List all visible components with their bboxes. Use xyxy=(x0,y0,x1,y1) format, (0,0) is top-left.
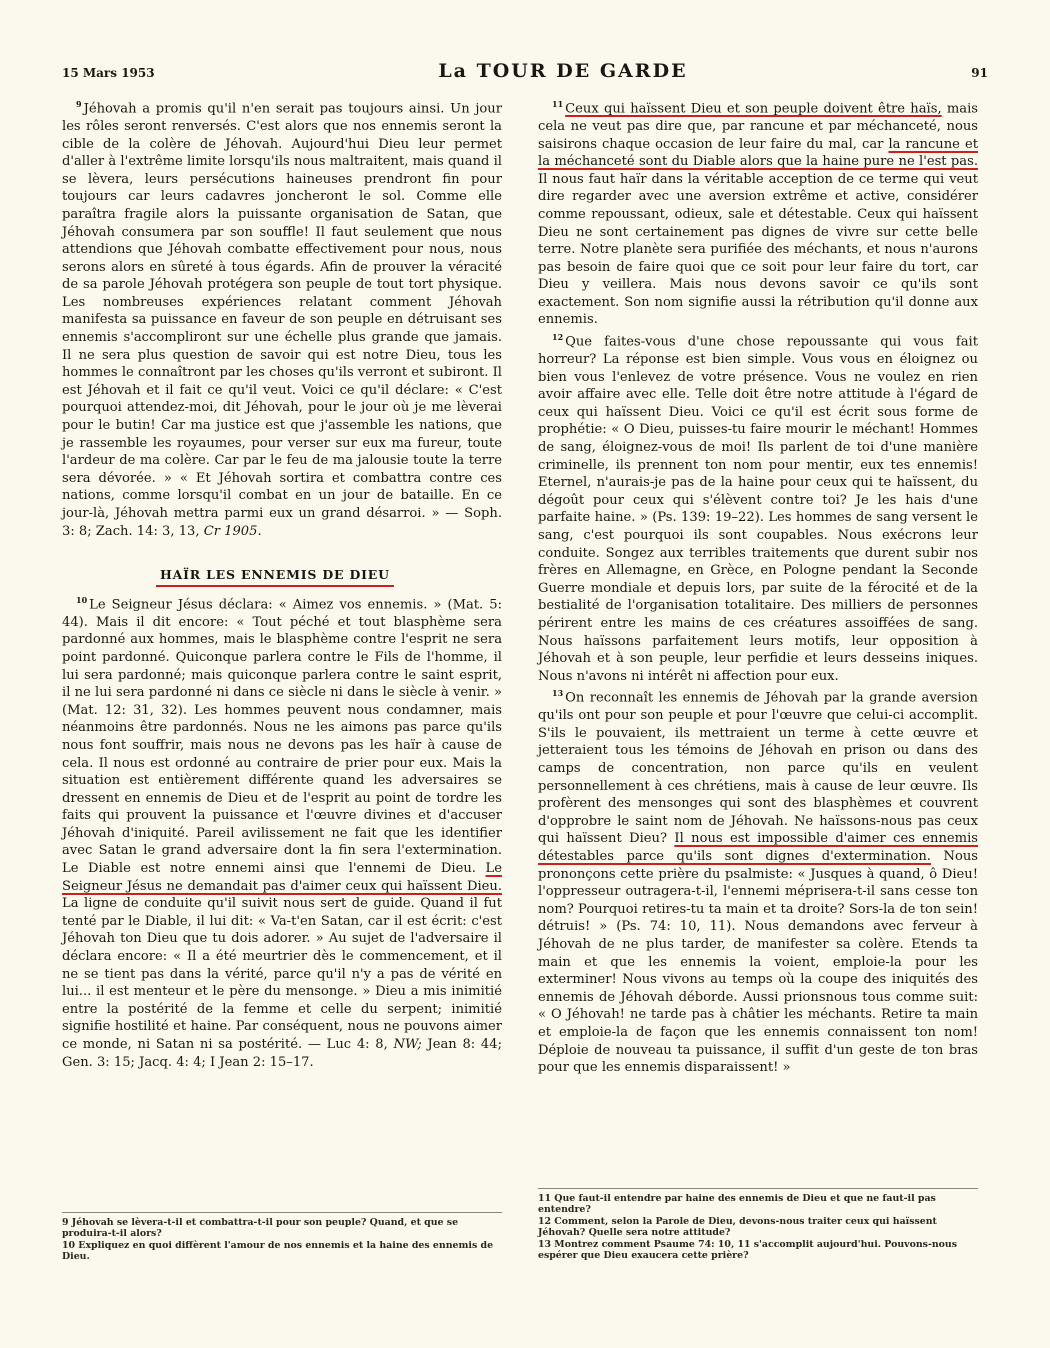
highlighted-sentence: Il nous est impossible d'aimer ces ennemis détestables parce qu'ils sont dignes d'extermination. xyxy=(538,831,978,865)
study-question: 11 Que faut-il entendre par haine des ennemis de Dieu et que ne faut-il pas entendre? xyxy=(538,1193,936,1215)
study-question: 10 Expliquez en quoi diffèrent l'amour de nos ennemis et la haine des ennemis de Dieu. xyxy=(62,1240,494,1262)
paragraph-number: 13 xyxy=(552,688,564,699)
paragraph-10: $^{10}$ Le Seigneur Jésus déclara: « Aimez vos ennemis. » (Mat. 5: 44). Mais il dit encore: « Tout péché et tout blasphème sera pardonné aux hommes, mais le blasphème contre l'esprit ne sera point pardonné. Quiconque parlera contre le Fils de l'homme, il lui sera pardonné; mais quiconque parlera contre le saint esprit, il ne lui sera pardonné ni dans ce siècle ni dans le siècle à venir. » (Mat. 12: 31, 32). Les hommes peuvent nous condamner, mais néanmoins être pardonnés. Nous ne les aimons pas parce qu'ils nous font souffrir, mais nous ne devons pas les haïr à cause de cela. Il nous est ordonné au contraire de prier pour eux. Mais la situation est entièrement différente quand les adversaires se dressent en ennemis de Dieu et de l'esprit au point de tordre les faits qui prouvent la puissance et l'œuvre divines et d'accuser Jéhovah d'iniquité. Pareil avilissement ne fait que les identifier avec Satan le grand adversaire dont la fin sera l'extermination. Le Diable est notre ennemi ainsi que l'ennemi de Dieu. Le Seigneur Jésus ne demandait pas d'aimer ceux qui haïssent Dieu. La ligne de conduite qu'il suivit nous sert de guide. Quand il fut tenté par le Diable, il lui dit: « Va-t'en Satan, car il est écrit: c'est Jéhovah ton Dieu que tu dois adorer. » Au sujet de l'adversaire il déclara encore: « Il a été meurtrier dès le commencement, et il ne se tient pas dans la vérité, parce qu'il n'y a pas de vérité en lui... il est menteur et le père du mensonge. » Dieu a mis inimitié entre la postérité de la femme et celle du serpent; inimitié signifie hostilité et haine. Par conséquent, nous ne pouvons aimer ce monde, ni Satan ni sa postérité. — Luc 4: 8, NW; Jean 8: 44; Gen. 3: 15; Jacq. 4: 4; I Jean 2: 15–17. xyxy=(62,594,502,1070)
study-question: 9 Jéhovah se lèvera-t-il et combattra-t-il pour son peuple? Quand, et que se produira-t-il alors? xyxy=(62,1217,459,1239)
highlighted-sentence: la rancune et la méchanceté sont du Diable alors que la haine pure ne l'est pas. xyxy=(538,136,978,170)
page-header xyxy=(62,60,988,90)
paragraph-number: 11 xyxy=(552,99,564,109)
paragraph-13: $^{13}$ On reconnaît les ennemis de Jéhovah par la grande aversion qu'ils ont pour son peuple et pour l'œuvre que celui-ci accomplit. S'ils le pouvaient, ils mettraient un terme à cette œuvre et jetteraient tous les témoins de Jéhovah en prison ou dans des camps de concentration, non parce qu'ils en veulent personnellement à ces chrétiens, mais à cause de leur œuvre. Ils profèrent des mensonges qui sont des blasphèmes et couvrent d'opprobre le saint nom de Jéhovah. Ne haïssons-nous pas ceux qui haïssent Dieu? Il nous est impossible d'aimer ces ennemis détestables parce qu'ils sont dignes d'extermination. Nous prononçons cette prière du psalmiste: « Jusques à quand, ô Dieu! l'oppresseur outragera-t-il, l'ennemi méprisera-t-il sans cesse ton nom? Pourquoi retires-tu ta main et ta droite? Sors-la de ton sein! détruis! » (Ps. 74: 10, 11). Nous demandons avec ferveur à Jéhovah de ne plus tarder, de manifester sa colère. Etends ta main et que les ennemis la voient, emploie-la pour les exterminer! Nous vivons au temps où la coupe des iniquités des ennemis de Jéhovah déborde. Aussi prionsnous tous comme suit: « O Jéhovah! ne tarde pas à châtier les méchants. Retire ta main et emploie-la de façon que les ennemis connaissent ton nom! Déploie de nouveau ta puissance, il suffit d'un geste de ton bras pour que les ennemis disparaissent! » xyxy=(538,688,978,1076)
right-column xyxy=(538,96,978,1077)
page-number: 91 xyxy=(971,66,988,80)
paragraph-11: $^{11}$ Ceux qui haïssent Dieu et son peuple doivent être haïs, mais cela ne veut pas dire que, par rancune et par méchanceté, nous saisirons chaque occasion de leur faire du mal, car la rancune et la méchanceté sont du Diable alors que la haine pure ne l'est pas. Il nous faut haïr dans la véritable acception de ce terme qui veut dire regarder avec une aversion extrême et active, considérer comme repoussant, odieux, sale et détestable. Ceux qui haïssent Dieu ne sont certainement pas dignes de vivre sur cette belle terre. Notre planète sera purifiée des méchants, et nous n'aurons pas besoin de faire quoi que ce soit pour leur faire du tort, car Dieu y veillera. Mais nous devons savoir ce qu'ils sont exactement. Son nom signifie aussi la rétribution qu'il donne aux ennemis. xyxy=(538,99,978,328)
highlighted-sentence: Ceux qui haïssent Dieu et son peuple doivent être haïs, xyxy=(565,101,942,117)
masthead-title: La TOUR DE GARDE xyxy=(438,60,688,82)
section-heading: HAÏR LES ENNEMIS DE DIEU xyxy=(62,566,502,584)
highlighted-sentence: Le Seigneur Jésus ne demandait pas d'aimer ceux qui haïssent Dieu. xyxy=(62,861,502,894)
study-question: 12 Comment, selon la Parole de Dieu, devons-nous traiter ceux qui haïssent Jéhovah? Quelle sera notre attitude? xyxy=(538,1216,937,1238)
study-question: 13 Montrez comment Psaume 74: 10, 11 s'accomplit aujourd'hui. Pouvons-nous espérer que Dieu exaucera cette prière? xyxy=(538,1239,958,1261)
paragraph-12: $^{12}$ Que faites-vous d'une chose repoussante qui vous fait horreur? La réponse est bien simple. Vous vous en éloignez ou bien vous l'enlevez de votre présence. Vous ne voulez en rien avoir affaire avec elle. Telle doit être notre attitude à l'égard de ceux qui haïssent Dieu. Voici ce qu'il est écrit sous forme de prophétie: « O Dieu, puisses-tu faire mourir le méchant! Hommes de sang, éloignez-vous de moi! Ils parlent de toi d'une manière criminelle, ils prennent ton nom pour mentir, eux tes ennemis! Eternel, n'aurais-je pas de la haine pour ceux qui te haïssent, du dégoût pour ceux qui s'élèvent contre toi? Je les hais d'une parfaite haine. » (Ps. 139: 19–22). Les hommes de sang versent le sang, c'est pourquoi ils sont coupables. Nous exécrons leur conduite. Songez aux terribles traitements que durent subir nos frères en Allemagne, en Grèce, en Pologne pendant la Seconde Guerre mondiale et depuis lors, par suite de la férocité et de la bestialité de l'organisation totalitaire. Des milliers de personnes périrent entre les mains de ces créatures assoiffées de sang. Nous haïssons parfaitement leurs motifs, leur opposition à Jéhovah et à son peuple, leur perfidie et leurs desseins iniques. Nous n'avons ni intérêt ni affection pour eux. xyxy=(538,332,978,684)
paragraph-number: 9 xyxy=(76,99,82,109)
paragraph-9: $^9$ Jéhovah a promis qu'il n'en serait pas toujours ainsi. Un jour les rôles seront renversés. C'est alors que nos ennemis seront la cible de la colère de Jéhovah. Aujourd'hui Dieu leur permet d'aller à l'extrême limite lorsqu'ils nous maltraitent, mais quand il se lèvera, leurs persécutions haineuses prendront fin pour toujours car leurs cadavres joncheront le sol. Comme elle paraîtra fragile alors la puissante organisation de Satan, que Jéhovah consumera par son souffle! Il faut seulement que nous attendions que Jéhovah combatte effectivement pour nous, nous serons alors en sûreté à tous égards. Afin de prouver la véracité de sa parole Jéhovah protégera son peuple de tout tort physique. Les nombreuses expériences relatant comment Jéhovah manifesta sa puissance en faveur de son peuple en détruisant ses ennemis s'accompliront sur une échelle plus grande que jamais. Il ne sera plus question de savoir qui est notre Dieu, tous les hommes le connaîtront par les choses qu'ils verront et subiront. Il est Jéhovah et il fait ce qu'il veut. Voici ce qu'il déclare: « C'est pourquoi attendez-moi, dit Jéhovah, pour le jour où je me lèverai pour le butin! Car ma justice est que j'assemble les nations, que je rassemble les royaumes, pour verser sur eux ma fureur, toute l'ardeur de ma colère. Car par le feu de ma jalousie toute la terre sera dévorée. » « Et Jéhovah sortira et combattra contre ces nations, comme lorsqu'il combat en un jour de bataille. En ce jour-là, Jéhovah mettra parmi eux un grand désarroi. » — Soph. 3: 8; Zach. 14: 3, 13, Cr 1905. xyxy=(62,99,502,539)
left-column xyxy=(62,96,502,1071)
paragraph-number: 10 xyxy=(76,594,88,605)
study-questions-left xyxy=(62,1212,502,1263)
issue-date: 15 Mars 1953 xyxy=(62,66,155,80)
paragraph-number: 12 xyxy=(552,332,564,343)
study-questions-right xyxy=(538,1188,978,1262)
scripture-reference: Cr 1905. xyxy=(203,523,262,539)
version-abbrev: NW; xyxy=(393,1037,422,1052)
